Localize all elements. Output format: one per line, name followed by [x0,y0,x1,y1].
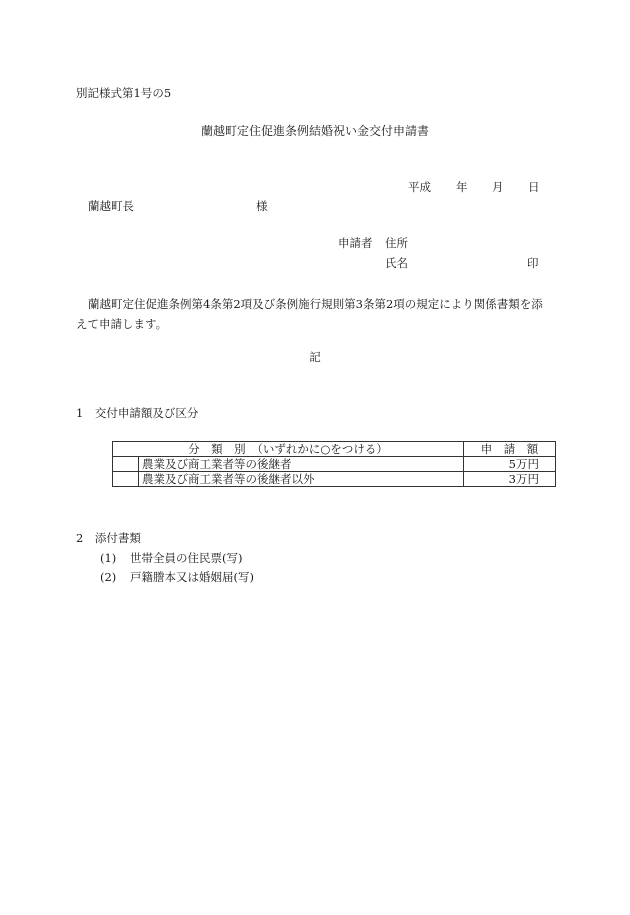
attachment-item [100,551,242,565]
date-year: 年 [456,180,468,194]
table-header-category: 分 類 別 （いずれかに○をつける） [113,442,464,457]
attachment-text: 世帯全員の住民票(写) [130,551,243,565]
category-cell: 農業及び商工業者等の後継者 [139,457,464,472]
applicant-label: 申請者 [338,236,373,250]
addressee-name: 蘭越町長 [88,199,134,213]
date-era: 平成 [408,180,431,194]
addressee-suffix: 様 [256,199,268,213]
check-cell[interactable] [113,472,139,487]
table-header-amount: 申 請 額 [464,442,556,457]
amount-cell: 5万円 [464,457,556,472]
name-label: 氏名 [385,256,408,270]
table-header-row [113,442,556,457]
section2-title: 2 添付書類 [76,531,141,545]
document-title: 蘭越町定住促進条例結婚祝い金交付申請書 [200,124,429,138]
ki-heading: 記 [309,350,321,364]
attachment-text: 戸籍謄本又は婚姻届(写) [130,570,254,584]
table-row [113,472,556,487]
seal-mark: 印 [527,256,539,270]
attachment-item [100,570,254,584]
address-label: 住所 [385,236,408,250]
check-cell[interactable] [113,457,139,472]
category-cell: 農業及び商工業者等の後継者以外 [139,472,464,487]
date-day: 日 [528,180,540,194]
body-text: 蘭越町定住促進条例第4条第2項及び条例施行規則第3条第2項の規定により関係書類を添えて申請します。 [76,297,543,331]
date-month: 月 [492,180,504,194]
amount-cell: 3万円 [464,472,556,487]
attachment-number: (1) [100,551,117,565]
section1-title: 1 交付申請額及び区分 [76,406,199,420]
form-number-label: 別記様式第1号の5 [76,86,172,100]
attachment-number: (2) [100,570,117,584]
table-row [113,457,556,472]
category-table [112,441,556,487]
